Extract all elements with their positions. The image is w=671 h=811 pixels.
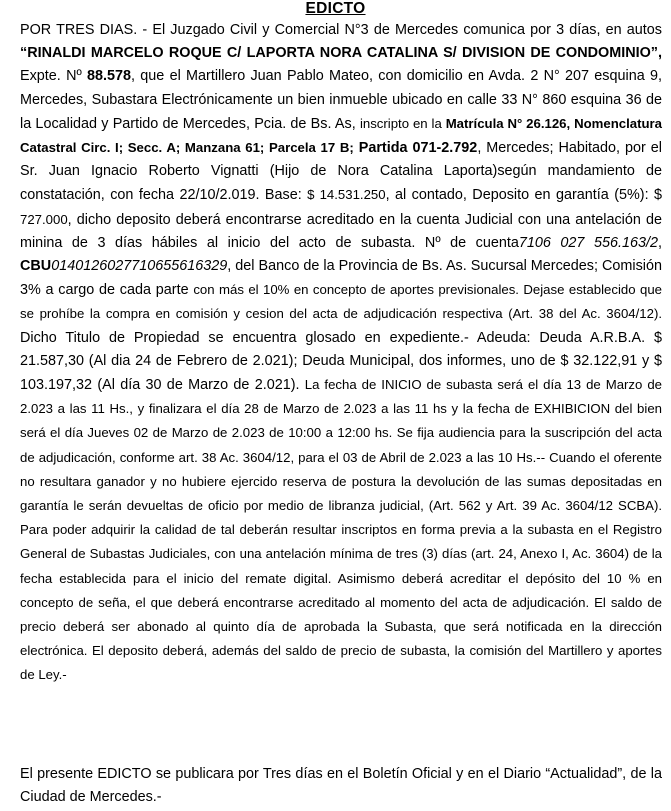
file-number: 88.578: [87, 68, 132, 85]
file-label: Expte. Nº: [20, 68, 87, 85]
cbu-number: 0140126027710655616329: [51, 258, 228, 275]
deposit-label: , al contado, Deposito en garantía (5%): $: [385, 187, 663, 204]
deposit-amount: 727.000: [20, 211, 68, 227]
separator-text: ,: [658, 234, 662, 251]
registration-label: inscripto en la: [359, 115, 446, 131]
case-caption: “RINALDI MARCELO ROQUE C/ LAPORTA NORA CATALINA S/ DIVISION DE CONDOMINIO”,: [20, 45, 662, 62]
cadastral-details: Matrícula N° 26.126, Nomenclatura Catastral Circ. I; Secc. A; Manzana 61; Parcela 17 B;: [20, 115, 663, 156]
bank-and-commission: , del Banco de la Provincia de Bs. As. Sucursal Mercedes; Comisión 3% a cargo de cada parte: [20, 258, 662, 299]
auction-schedule-and-conditions: La fecha de INICIO de subasta será el día 13 de Marzo de 2.023 a las 11 Hs., y finalizara el día 28 de Marzo de 2.023 a las 11 hs y la fecha de EXHIBICION del bien será el día Jueves 02 de Marzo de 2.023 de 10:00 a 12:00 hs. Se fija audiencia para la suscripción del acta de adjudicación, conforme art. 38 Ac. 3604/12, para el 03 de Abril de 2.023 a las 10 Hs.-- Cuando el oferente no resultara ganador y no hubiere ejercido reserva de postura la devolución de las sumas depositadas en garantía le serán devueltas de oficio por medio de libranza judicial, (Art. 562 y Art. 39 Ac. 3604/12 SCBA). Para poder adquirir la calidad de tal deberán resultar inscriptos en forma previa a la subasta en el Registro General de Subastas Judiciales, con una antelación mínima de tres (3) días (art. 24, Anexo I, Ac. 3604) de la fecha establecida para el inicio del remate digital. Asimismo deberá acreditar el depósito del 10 % en concepto de seña, el que deberá encontrarse acreditado al momento del acta de adjudicación. El saldo de precio deberá ser abonado al quinto día de aprobada la Subasta, que será notificada en la dirección electrónica. El deposito deberá, además del saldo de precio de subasta, la comisión del Martillero y aportes de Ley.-: [20, 377, 662, 683]
title-and-debts: Dicho Titulo de Propiedad se encuentra glosado en expediente.- Adeuda: Deuda A.R.B.A. $ 21.587,30 (Al dia 24 de Febrero de 2.021); Deuda Municipal, dos informes, uno de $ 32.122,91 y $ 103.197,32 (Al día 30 de Marzo de 2.021).: [20, 329, 662, 394]
deposit-conditions: , dicho deposito deberá encontrarse acreditado en la cuenta Judicial con una antelación de minina de 3 días hábiles al inicio del acto de subasta. Nº de cuenta: [20, 211, 662, 251]
intro-text: POR TRES DIAS. - El Juzgado Civil y Comercial N°3 de Mercedes comunica por 3 días, en autos: [20, 22, 662, 38]
cbu-label: CBU: [20, 258, 52, 275]
account-number: 7106 027 556.163/2: [518, 234, 658, 251]
publication-notice: El presente EDICTO se publicara por Tres días en el Boletín Oficial y en el Diario “Actualidad”, de la Ciudad de Mercedes.-: [20, 766, 662, 805]
property-description: , que el Martillero Juan Pablo Mateo, con domicilio en Avda. 2 N° 207 esquina 9, Mercedes, Subastara Electrónicamente un bien inmueble ubicado en calle 33 N° 860 esquina 36 de la Localidad y Partido de Mercedes, Pcia. de Bs. As,: [20, 68, 662, 132]
base-amount: $ 14.531.250: [307, 187, 386, 203]
tax-parcel: Partida 071-2.792: [358, 140, 478, 157]
social-security-and-prohibition: con más el 10% en concepto de aportes previsionales. Dejase establecido que se prohíbe la compra en comisión y cesion del acta de adjudicación respectiva (Art. 38 del Ac. 3604/12).: [20, 282, 662, 322]
document-title: EDICTO: [305, 0, 366, 17]
occupancy-and-base: , Mercedes; Habitado, por el Sr. Juan Ignacio Roberto Vignatti (Hijo de Nora Catalina Laporta)según mandamiento de constatación, con fecha 22/10/2.019. Base:: [20, 140, 662, 204]
edict-body: [20, 19, 662, 688]
